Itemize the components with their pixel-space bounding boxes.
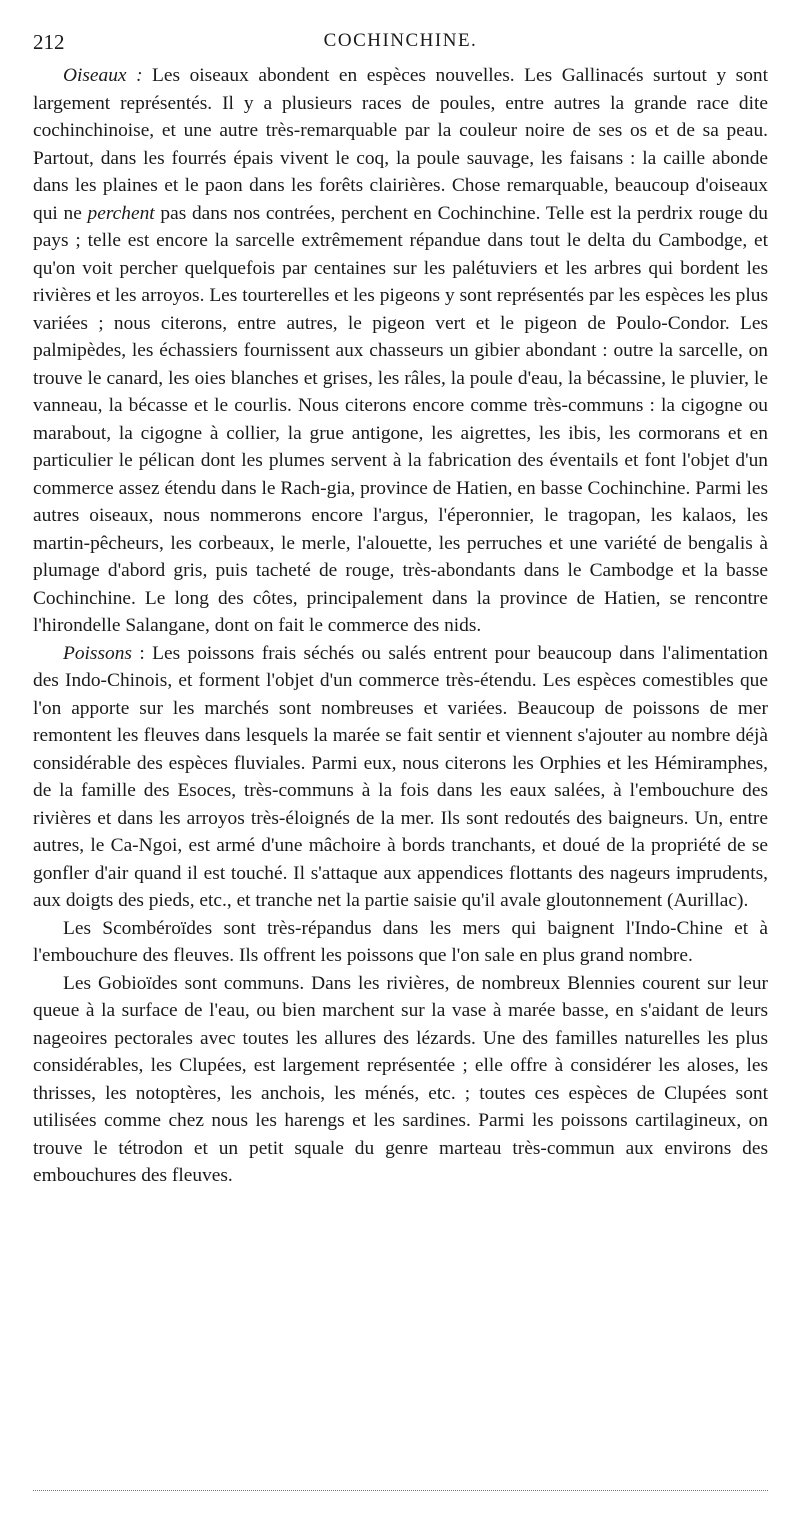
paragraph-text: Les oiseaux abondent en espèces nouvelles. Les Gallinacés surtout y sont largement représentés. Il y a plusieurs races de poules, entre autres la grande race dite cochinchinoise, et une autre très-remarquable par la couleur noire de ses os et de sa peau. Partout, dans les fourrés épais vivent le coq, la poule sauvage, les faisans : la caille abonde dans les plaines et le paon dans les forêts clairières. Chose remarquable, beaucoup d'oiseaux qui ne (33, 65, 768, 224)
paragraph-text: Les Gobioïdes sont communs. Dans les rivières, de nombreux Blennies courent sur leur queue à la surface de l'eau, ou bien marchent sur la vase à marée basse, en s'aidant de leurs nageoires pectorales avec toutes les allures des lézards. Une des familles naturelles les plus considérables, les Clupées, est largement représentée ; elle offre à considérer les aloses, les thrisses, les notoptères, les anchois, les ménés, etc. ; toutes ces espèces de Clupées sont utilisées comme chez nous les harengs et les sardines. Parmi les poissons cartilagineux, on trouve le tétrodon et un petit squale du genre marteau très-commun aux environs des embouchures des fleuves. (33, 972, 768, 1186)
page-header (33, 22, 768, 56)
emphasis-word: perchent (87, 202, 155, 224)
paragraph-text: : Les poissons frais séchés ou salés entrent pour beaucoup dans l'alimentation des Indo-Chinois, et forment l'objet d'un commerce très-étendu. Les espèces comestibles que l'on apporte sur les marchés sont nombreuses et variées. Beaucoup de poissons de mer remontent les fleuves dans lesquels la marée se fait sentir et viennent s'ajouter au nombre déjà considérable des espèces fluviales. Parmi eux, nous citerons les Orphies et les Hémiramphes, de la famille des Esoces, très-communs à la fois dans les eaux salées, à l'embouchure des rivières et dans les arroyos très-éloignés de la mer. Ils sont redoutés des baigneurs. Un, entre autres, le Ca-Ngoi, est armé d'une mâchoire à bords tranchants, et doué de la propriété de se gonfler d'air quand il est touché. Il s'attaque aux appendices flottants des nageurs imprudents, aux doigts des pieds, etc., et tranche net la partie saisie qu'il avale gloutonnement (Aurillac). (33, 642, 768, 911)
page-number: 212 (33, 30, 65, 54)
paragraph-text: pas dans nos contrées, perchent en Cochinchine. Telle est la perdrix rouge du pays ; telle est encore la sarcelle extrêmement répandue dans tout le delta du Cambodge, et qu'on voit percher quelquefois par centaines sur les palétuviers et les arbres qui bordent les rivières et les arroyos. Les tourterelles et les pigeons y sont représentés par les espèces les plus variées ; nous citerons, entre autres, le pigeon vert et le pigeon de Poulo-Condor. Les palmipèdes, les échassiers fournissent aux chasseurs un gibier abondant : outre la sarcelle, on trouve le canard, les oies blanches et grises, les râles, la poule d'eau, la bécassine, le pluvier, le vanneau, la bécasse et le courlis. Nous citerons encore comme très-communs : la cigogne ou marabout, la cigogne à collier, la grue antigone, les aigrettes, les ibis, les cormorans et en particulier le pélican dont les plumes servent à la fabrication des éventails et font l'objet d'un commerce assez étendu dans le Rach-gia, province de Hatien, en basse Cochinchine. Parmi les autres oiseaux, nous nommerons encore l'argus, l'éperonnier, le tragopan, les kalaos, les martin-pêcheurs, les corbeaux, le merle, l'alouette, les perruches et une variété de bengalis à plumage d'abord gris, puis tacheté de rouge, très-abondants dans le Cambodge et la basse Cochinchine. Le long des côtes, principalement dans la province de Hatien, se rencontre l'hirondelle Salangane, dont on fait le commerce des nids. (33, 202, 768, 636)
paragraph-scomberoides (33, 915, 768, 970)
page (33, 22, 768, 1190)
footer-divider (33, 1490, 768, 1491)
paragraph-text: Les Scombéroïdes sont très-répandus dans les mers qui baignent l'Indo-Chine et à l'embouchure des fleuves. Ils offrent les poissons que l'on sale en plus grand nombre. (33, 917, 768, 966)
paragraph-poissons (33, 640, 768, 915)
body-text (33, 62, 768, 1190)
paragraph-lead-poissons: Poissons (63, 642, 132, 664)
running-title: COCHINCHINE. (323, 30, 478, 51)
paragraph-oiseaux (33, 62, 768, 640)
paragraph-lead-oiseaux: Oiseaux : (63, 65, 143, 86)
paragraph-gobioides (33, 970, 768, 1190)
